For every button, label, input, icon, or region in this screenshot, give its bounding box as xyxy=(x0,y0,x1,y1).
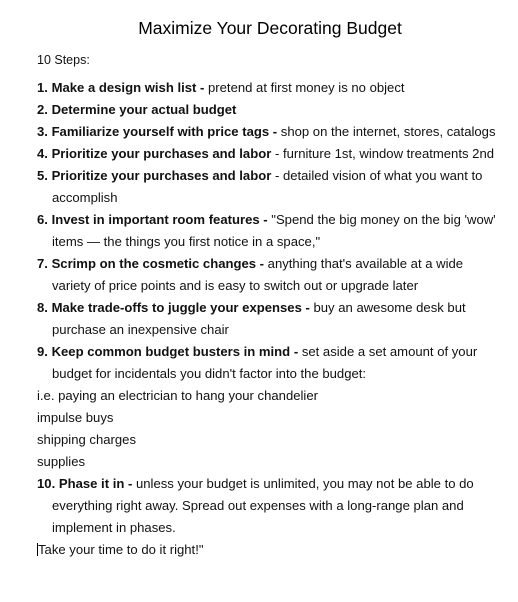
step-4 xyxy=(37,145,494,163)
step-3 xyxy=(37,123,496,141)
step-text: set aside a set amount of your xyxy=(298,344,478,359)
intro-text: 10 Steps: xyxy=(37,53,90,67)
step-number: 7. xyxy=(37,256,48,271)
step-8 xyxy=(37,299,466,317)
step-number: 4. xyxy=(37,146,48,161)
step-number: 9. xyxy=(37,344,48,359)
step-heading: Scrimp on the cosmetic changes - xyxy=(51,256,265,271)
step-10-continuation: implement in phases. xyxy=(52,520,176,535)
step-heading: Determine your actual budget xyxy=(51,102,237,117)
step-number: 6. xyxy=(37,212,48,227)
step-text: "Spend the big money on the big 'wow' xyxy=(267,212,496,227)
closing-text: Take your time to do it right!" xyxy=(38,542,204,557)
example-line: impulse buys xyxy=(37,410,114,425)
step-7-continuation: variety of price points and is easy to switch out or upgrade later xyxy=(52,278,419,293)
step-text: unless your budget is unlimited, you may not be able to do xyxy=(132,476,474,491)
step-2 xyxy=(37,101,236,119)
step-1 xyxy=(37,79,405,97)
step-heading: Keep common budget busters in mind - xyxy=(51,344,299,359)
step-9-continuation: budget for incidentals you didn't factor into the budget: xyxy=(52,366,367,381)
example-line: i.e. paying an electrician to hang your chandelier xyxy=(37,388,318,403)
step-5 xyxy=(37,167,482,185)
step-number: 8. xyxy=(37,300,48,315)
example-line: supplies xyxy=(37,454,86,469)
step-9 xyxy=(37,343,477,361)
step-number: 10. xyxy=(37,476,56,491)
step-6 xyxy=(37,211,496,229)
step-text: - detailed vision of what you want to xyxy=(271,168,483,183)
document-title: Maximize Your Decorating Budget xyxy=(138,18,402,38)
step-heading: Prioritize your purchases and labor xyxy=(51,146,272,161)
step-text: - furniture 1st, window treatments 2nd xyxy=(271,146,495,161)
step-5-continuation: accomplish xyxy=(52,190,118,205)
step-heading: Familiarize yourself with price tags - xyxy=(51,124,278,139)
step-number: 1. xyxy=(37,80,48,95)
step-text: shop on the internet, stores, catalogs xyxy=(277,124,496,139)
step-heading: Invest in important room features - xyxy=(51,212,268,227)
step-7 xyxy=(37,255,463,273)
step-text: buy an awesome desk but xyxy=(309,300,466,315)
step-text: pretend at first money is no object xyxy=(204,80,405,95)
step-number: 3. xyxy=(37,124,48,139)
closing-line[interactable] xyxy=(37,541,203,559)
step-heading: Make trade-offs to juggle your expenses - xyxy=(51,300,310,315)
step-8-continuation: purchase an inexpensive chair xyxy=(52,322,229,337)
step-text: anything that's available at a wide xyxy=(264,256,464,271)
step-10-continuation: everything right away. Spread out expenses with a long-range plan and xyxy=(52,498,464,513)
step-heading: Prioritize your purchases and labor xyxy=(51,168,272,183)
step-heading: Make a design wish list - xyxy=(51,80,205,95)
step-heading: Phase it in - xyxy=(55,476,133,491)
step-10 xyxy=(37,475,474,493)
step-number: 5. xyxy=(37,168,48,183)
example-line: shipping charges xyxy=(37,432,136,447)
step-6-continuation: items — the things you first notice in a space," xyxy=(52,234,321,249)
step-number: 2. xyxy=(37,102,48,117)
